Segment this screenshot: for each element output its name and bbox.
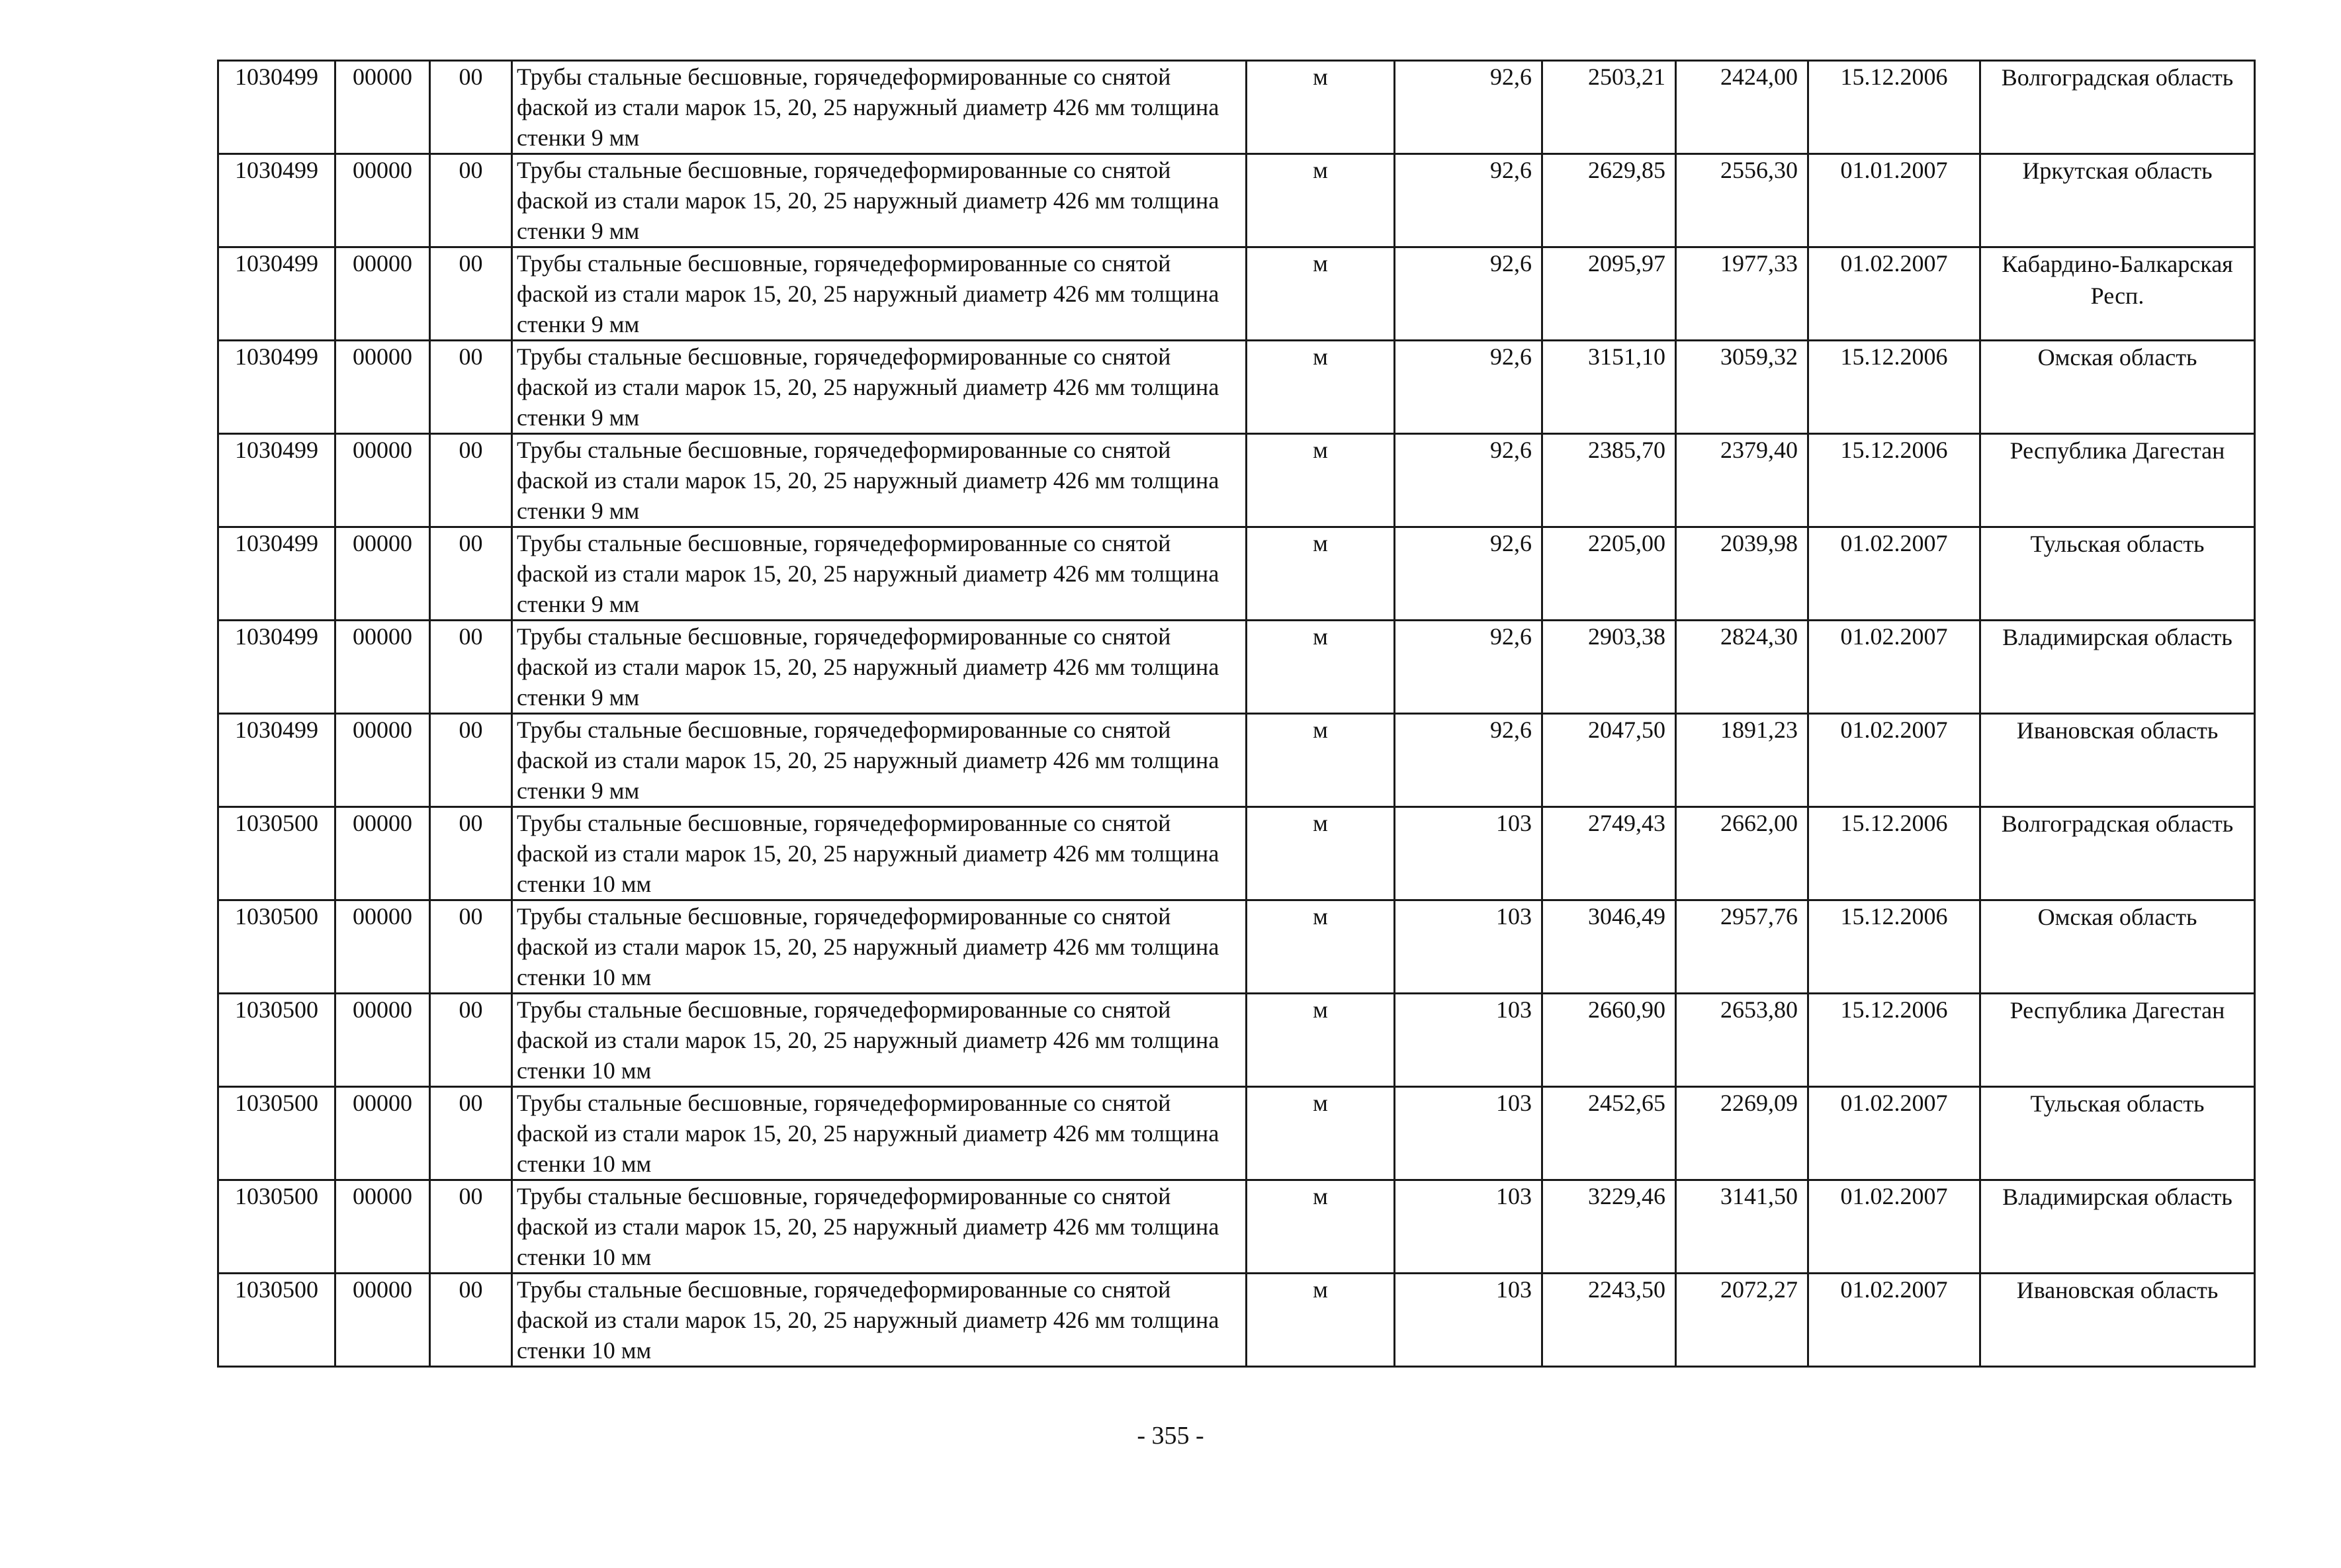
- region-cell: Владимирская область: [1980, 1180, 2255, 1274]
- item-code-cell: 1030499: [218, 714, 335, 807]
- suffix-code-cell: 00: [430, 1274, 512, 1367]
- price-cell: 2957,76: [1676, 900, 1808, 994]
- sub-code-cell: 00000: [335, 1087, 430, 1180]
- table-row: [218, 434, 2255, 527]
- price-cell: 2243,50: [1542, 1274, 1676, 1367]
- item-code-cell: 1030499: [218, 527, 335, 621]
- weight-cell: 92,6: [1395, 621, 1542, 714]
- weight-cell: 103: [1395, 1087, 1542, 1180]
- item-code-cell: 1030500: [218, 1087, 335, 1180]
- table-body: [218, 61, 2255, 1367]
- date-cell: 15.12.2006: [1808, 994, 1980, 1087]
- region-cell: Омская область: [1980, 341, 2255, 434]
- date-cell: 01.01.2007: [1808, 154, 1980, 247]
- date-cell: 15.12.2006: [1808, 341, 1980, 434]
- suffix-code-cell: 00: [430, 61, 512, 154]
- date-cell: 15.12.2006: [1808, 900, 1980, 994]
- price-cell: 2047,50: [1542, 714, 1676, 807]
- price-cell: 1977,33: [1676, 247, 1808, 341]
- weight-cell: 92,6: [1395, 527, 1542, 621]
- item-code-cell: 1030499: [218, 247, 335, 341]
- region-cell: Ивановская область: [1980, 714, 2255, 807]
- page-number: - 355 -: [1137, 1422, 1204, 1450]
- price-cell: 3046,49: [1542, 900, 1676, 994]
- sub-code-cell: 00000: [335, 527, 430, 621]
- table-row: [218, 714, 2255, 807]
- description-cell: Трубы стальные бесшовные, горячедеформированные со снятой фаской из стали марок 15, 20, 25 наружный диаметр 426 мм толщина стенки 10 мм: [512, 1087, 1247, 1180]
- suffix-code-cell: 00: [430, 1087, 512, 1180]
- price-cell: 2903,38: [1542, 621, 1676, 714]
- date-cell: 01.02.2007: [1808, 1087, 1980, 1180]
- description-cell: Трубы стальные бесшовные, горячедеформированные со снятой фаской из стали марок 15, 20, 25 наружный диаметр 426 мм толщина стенки 10 мм: [512, 807, 1247, 900]
- item-code-cell: 1030499: [218, 341, 335, 434]
- sub-code-cell: 00000: [335, 61, 430, 154]
- sub-code-cell: 00000: [335, 247, 430, 341]
- description-cell: Трубы стальные бесшовные, горячедеформированные со снятой фаской из стали марок 15, 20, 25 наружный диаметр 426 мм толщина стенки 10 мм: [512, 900, 1247, 994]
- unit-cell: м: [1247, 900, 1395, 994]
- sub-code-cell: 00000: [335, 434, 430, 527]
- sub-code-cell: 00000: [335, 714, 430, 807]
- price-cell: 1891,23: [1676, 714, 1808, 807]
- price-cell: 3151,10: [1542, 341, 1676, 434]
- description-cell: Трубы стальные бесшовные, горячедеформированные со снятой фаской из стали марок 15, 20, 25 наружный диаметр 426 мм толщина стенки 9 мм: [512, 434, 1247, 527]
- weight-cell: 103: [1395, 1180, 1542, 1274]
- sub-code-cell: 00000: [335, 1274, 430, 1367]
- price-cell: 2824,30: [1676, 621, 1808, 714]
- table-row: [218, 1274, 2255, 1367]
- price-cell: 3141,50: [1676, 1180, 1808, 1274]
- date-cell: 15.12.2006: [1808, 434, 1980, 527]
- suffix-code-cell: 00: [430, 1180, 512, 1274]
- date-cell: 15.12.2006: [1808, 61, 1980, 154]
- region-cell: Волгоградская область: [1980, 61, 2255, 154]
- unit-cell: м: [1247, 994, 1395, 1087]
- table-row: [218, 154, 2255, 247]
- unit-cell: м: [1247, 154, 1395, 247]
- weight-cell: 92,6: [1395, 434, 1542, 527]
- weight-cell: 103: [1395, 1274, 1542, 1367]
- item-code-cell: 1030500: [218, 1274, 335, 1367]
- price-cell: 2660,90: [1542, 994, 1676, 1087]
- description-cell: Трубы стальные бесшовные, горячедеформированные со снятой фаской из стали марок 15, 20, 25 наружный диаметр 426 мм толщина стенки 10 мм: [512, 994, 1247, 1087]
- price-cell: 2662,00: [1676, 807, 1808, 900]
- item-code-cell: 1030499: [218, 61, 335, 154]
- unit-cell: м: [1247, 621, 1395, 714]
- unit-cell: м: [1247, 527, 1395, 621]
- unit-cell: м: [1247, 807, 1395, 900]
- suffix-code-cell: 00: [430, 807, 512, 900]
- region-cell: Ивановская область: [1980, 1274, 2255, 1367]
- sub-code-cell: 00000: [335, 900, 430, 994]
- price-cell: 2205,00: [1542, 527, 1676, 621]
- sub-code-cell: 00000: [335, 341, 430, 434]
- unit-cell: м: [1247, 1180, 1395, 1274]
- sub-code-cell: 00000: [335, 994, 430, 1087]
- suffix-code-cell: 00: [430, 527, 512, 621]
- unit-cell: м: [1247, 714, 1395, 807]
- suffix-code-cell: 00: [430, 994, 512, 1087]
- region-cell: Омская область: [1980, 900, 2255, 994]
- weight-cell: 92,6: [1395, 61, 1542, 154]
- description-cell: Трубы стальные бесшовные, горячедеформированные со снятой фаской из стали марок 15, 20, 25 наружный диаметр 426 мм толщина стенки 9 мм: [512, 527, 1247, 621]
- date-cell: 01.02.2007: [1808, 247, 1980, 341]
- price-cell: 3059,32: [1676, 341, 1808, 434]
- price-cell: 2039,98: [1676, 527, 1808, 621]
- item-code-cell: 1030500: [218, 994, 335, 1087]
- table-row: [218, 247, 2255, 341]
- item-code-cell: 1030499: [218, 154, 335, 247]
- sub-code-cell: 00000: [335, 621, 430, 714]
- price-cell: 2072,27: [1676, 1274, 1808, 1367]
- date-cell: 01.02.2007: [1808, 1274, 1980, 1367]
- description-cell: Трубы стальные бесшовные, горячедеформированные со снятой фаской из стали марок 15, 20, 25 наружный диаметр 426 мм толщина стенки 9 мм: [512, 341, 1247, 434]
- table-row: [218, 807, 2255, 900]
- region-cell: Тульская область: [1980, 527, 2255, 621]
- item-code-cell: 1030499: [218, 434, 335, 527]
- description-cell: Трубы стальные бесшовные, горячедеформированные со снятой фаской из стали марок 15, 20, 25 наружный диаметр 426 мм толщина стенки 9 мм: [512, 621, 1247, 714]
- item-code-cell: 1030500: [218, 900, 335, 994]
- table-row: [218, 1087, 2255, 1180]
- item-code-cell: 1030500: [218, 1180, 335, 1274]
- item-code-cell: 1030500: [218, 807, 335, 900]
- price-cell: 2379,40: [1676, 434, 1808, 527]
- unit-cell: м: [1247, 61, 1395, 154]
- date-cell: 15.12.2006: [1808, 807, 1980, 900]
- suffix-code-cell: 00: [430, 900, 512, 994]
- description-cell: Трубы стальные бесшовные, горячедеформированные со снятой фаской из стали марок 15, 20, 25 наружный диаметр 426 мм толщина стенки 10 мм: [512, 1180, 1247, 1274]
- description-cell: Трубы стальные бесшовные, горячедеформированные со снятой фаской из стали марок 15, 20, 25 наружный диаметр 426 мм толщина стенки 9 мм: [512, 154, 1247, 247]
- region-cell: Республика Дагестан: [1980, 994, 2255, 1087]
- price-table: [217, 60, 2256, 1368]
- suffix-code-cell: 00: [430, 621, 512, 714]
- weight-cell: 92,6: [1395, 341, 1542, 434]
- price-cell: 2385,70: [1542, 434, 1676, 527]
- description-cell: Трубы стальные бесшовные, горячедеформированные со снятой фаской из стали марок 15, 20, 25 наружный диаметр 426 мм толщина стенки 10 мм: [512, 1274, 1247, 1367]
- table-row: [218, 61, 2255, 154]
- unit-cell: м: [1247, 1274, 1395, 1367]
- table-row: [218, 994, 2255, 1087]
- region-cell: Волгоградская область: [1980, 807, 2255, 900]
- suffix-code-cell: 00: [430, 154, 512, 247]
- date-cell: 01.02.2007: [1808, 1180, 1980, 1274]
- weight-cell: 92,6: [1395, 247, 1542, 341]
- region-cell: Республика Дагестан: [1980, 434, 2255, 527]
- table-row: [218, 341, 2255, 434]
- price-cell: 2629,85: [1542, 154, 1676, 247]
- description-cell: Трубы стальные бесшовные, горячедеформированные со снятой фаской из стали марок 15, 20, 25 наружный диаметр 426 мм толщина стенки 9 мм: [512, 247, 1247, 341]
- date-cell: 01.02.2007: [1808, 714, 1980, 807]
- suffix-code-cell: 00: [430, 247, 512, 341]
- suffix-code-cell: 00: [430, 714, 512, 807]
- date-cell: 01.02.2007: [1808, 527, 1980, 621]
- weight-cell: 103: [1395, 807, 1542, 900]
- table-row: [218, 527, 2255, 621]
- sub-code-cell: 00000: [335, 1180, 430, 1274]
- unit-cell: м: [1247, 341, 1395, 434]
- price-cell: 2556,30: [1676, 154, 1808, 247]
- unit-cell: м: [1247, 434, 1395, 527]
- weight-cell: 92,6: [1395, 154, 1542, 247]
- region-cell: Кабардино-Балкарская Респ.: [1980, 247, 2255, 341]
- price-cell: 2749,43: [1542, 807, 1676, 900]
- suffix-code-cell: 00: [430, 434, 512, 527]
- weight-cell: 92,6: [1395, 714, 1542, 807]
- price-cell: 2095,97: [1542, 247, 1676, 341]
- description-cell: Трубы стальные бесшовные, горячедеформированные со снятой фаской из стали марок 15, 20, 25 наружный диаметр 426 мм толщина стенки 9 мм: [512, 714, 1247, 807]
- date-cell: 01.02.2007: [1808, 621, 1980, 714]
- sub-code-cell: 00000: [335, 807, 430, 900]
- price-cell: 3229,46: [1542, 1180, 1676, 1274]
- unit-cell: м: [1247, 247, 1395, 341]
- price-cell: 2653,80: [1676, 994, 1808, 1087]
- description-cell: Трубы стальные бесшовные, горячедеформированные со снятой фаской из стали марок 15, 20, 25 наружный диаметр 426 мм толщина стенки 9 мм: [512, 61, 1247, 154]
- region-cell: Иркутская область: [1980, 154, 2255, 247]
- item-code-cell: 1030499: [218, 621, 335, 714]
- price-cell: 2424,00: [1676, 61, 1808, 154]
- unit-cell: м: [1247, 1087, 1395, 1180]
- weight-cell: 103: [1395, 994, 1542, 1087]
- suffix-code-cell: 00: [430, 341, 512, 434]
- table-row: [218, 621, 2255, 714]
- region-cell: Тульская область: [1980, 1087, 2255, 1180]
- price-cell: 2503,21: [1542, 61, 1676, 154]
- table-row: [218, 1180, 2255, 1274]
- weight-cell: 103: [1395, 900, 1542, 994]
- price-cell: 2452,65: [1542, 1087, 1676, 1180]
- price-cell: 2269,09: [1676, 1087, 1808, 1180]
- table-row: [218, 900, 2255, 994]
- region-cell: Владимирская область: [1980, 621, 2255, 714]
- sub-code-cell: 00000: [335, 154, 430, 247]
